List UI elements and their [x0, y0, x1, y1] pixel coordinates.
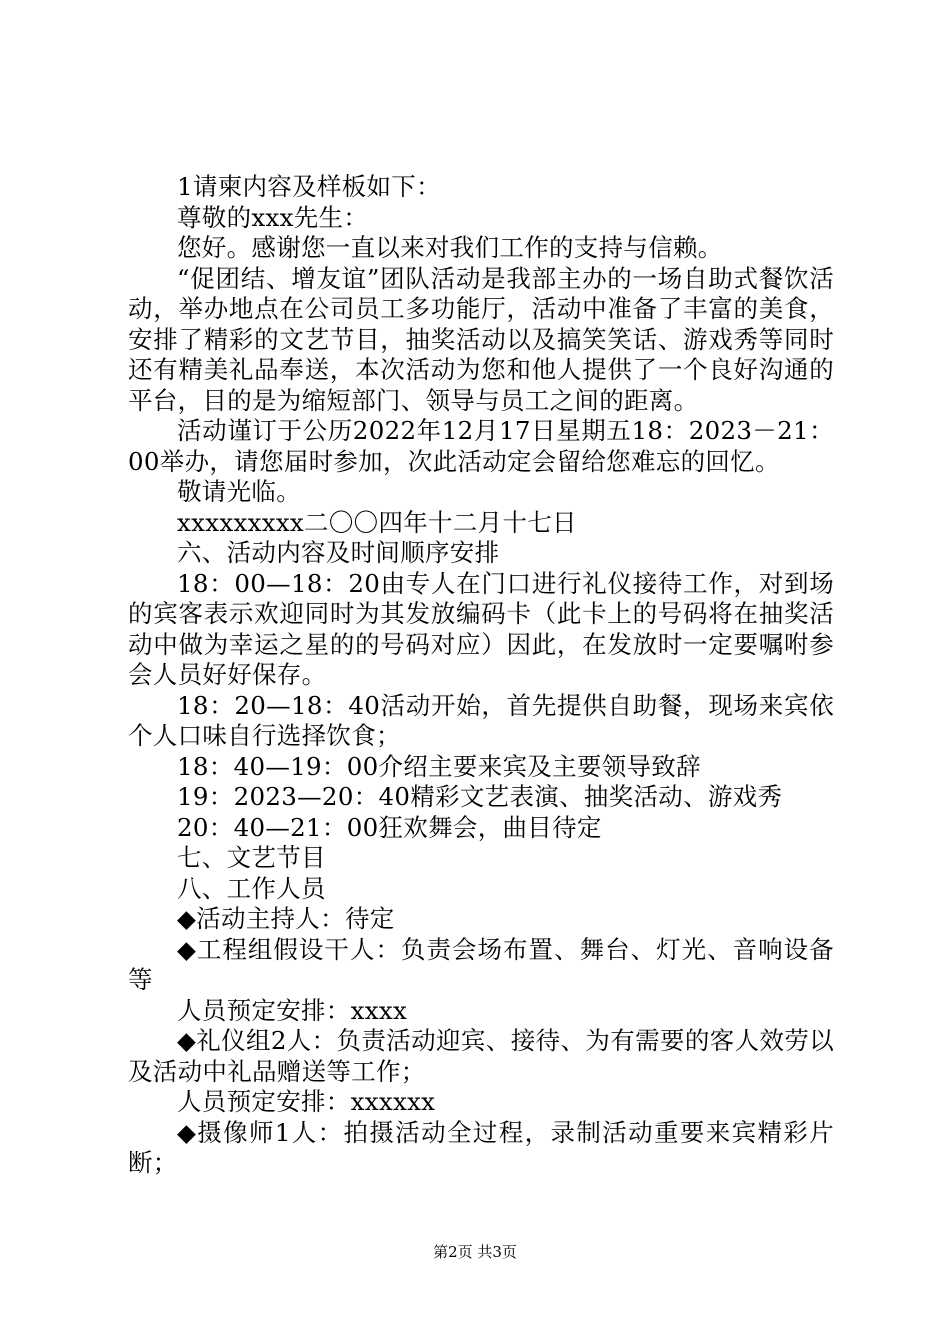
staff-item: ◆活动主持人：待定: [177, 904, 395, 933]
staff-assignment: 人员预定安排：xxxx: [177, 995, 408, 1025]
paragraph-salutation: 尊敬的xxx先生：: [177, 202, 369, 232]
schedule-item: 19：2023—20：40精彩文艺表演、抽奖活动、游戏秀: [177, 782, 783, 811]
paragraph-closing: 敬请光临。: [177, 477, 301, 506]
schedule-item: 18：20—18：40活动开始，首先提供自助餐，现场来宾依个人口味自行选择饮食；: [128, 690, 834, 750]
paragraph-signature-date: xxxxxxxxx二〇〇四年十二月十七日: [177, 507, 577, 537]
staff-item: ◆礼仪组2人：负责活动迎宾、接待、为有需要的客人效劳以及活动中礼品赠送等工作；: [128, 1026, 834, 1086]
paragraph-invitation-heading: 1请柬内容及样板如下：: [177, 172, 441, 201]
schedule-item: 18：40—19：00介绍主要来宾及主要领导致辞: [177, 751, 701, 781]
paragraph-event-description: “促团结、增友谊”团队活动是我部主办的一场自助式餐饮活动，举办地点在公司员工多功能厅，活动中准备了丰富的美食，安排了精彩的文艺节目，抽奖活动以及搞笑笑话、游戏秀等同时还有精美礼品奉送，本次活动为您和他人提供了一个良好沟通的平台，目的是为缩短部门、领导与员工之间的距离。: [128, 263, 834, 415]
schedule-item: 20：40—21：00狂欢舞会，曲目待定: [177, 812, 602, 842]
schedule-item: 18：00—18：20由专人在门口进行礼仪接待工作，对到场的宾客表示欢迎同时为其发放编码卡（此卡上的号码将在抽奖活动中做为幸运之星的的号码对应）因此，在发放时一定要嘱咐参会人员好好保存。: [128, 568, 834, 689]
document-body: [128, 172, 834, 1179]
staff-item: ◆摄像师1人：拍摄活动全过程，录制活动重要来宾精彩片断；: [128, 1117, 834, 1177]
section-heading-programs: 七、文艺节目: [177, 843, 326, 872]
section-heading-schedule: 六、活动内容及时间顺序安排: [177, 538, 500, 567]
staff-item: ◆工程组假设干人：负责会场布置、舞台、灯光、音响设备等: [128, 934, 834, 994]
paragraph-event-time: 活动谨订于公历2022年12月17日星期五18：2023－21：00举办，请您届时参加，次此活动定会留给您难忘的回忆。: [128, 416, 834, 476]
staff-assignment: 人员预定安排：xxxxxx: [177, 1087, 436, 1116]
paragraph-greeting: 您好。感谢您一直以来对我们工作的支持与信赖。: [177, 233, 723, 262]
section-heading-staff: 八、工作人员: [177, 873, 326, 903]
page-number-footer: 第2页 共3页: [433, 1243, 517, 1261]
